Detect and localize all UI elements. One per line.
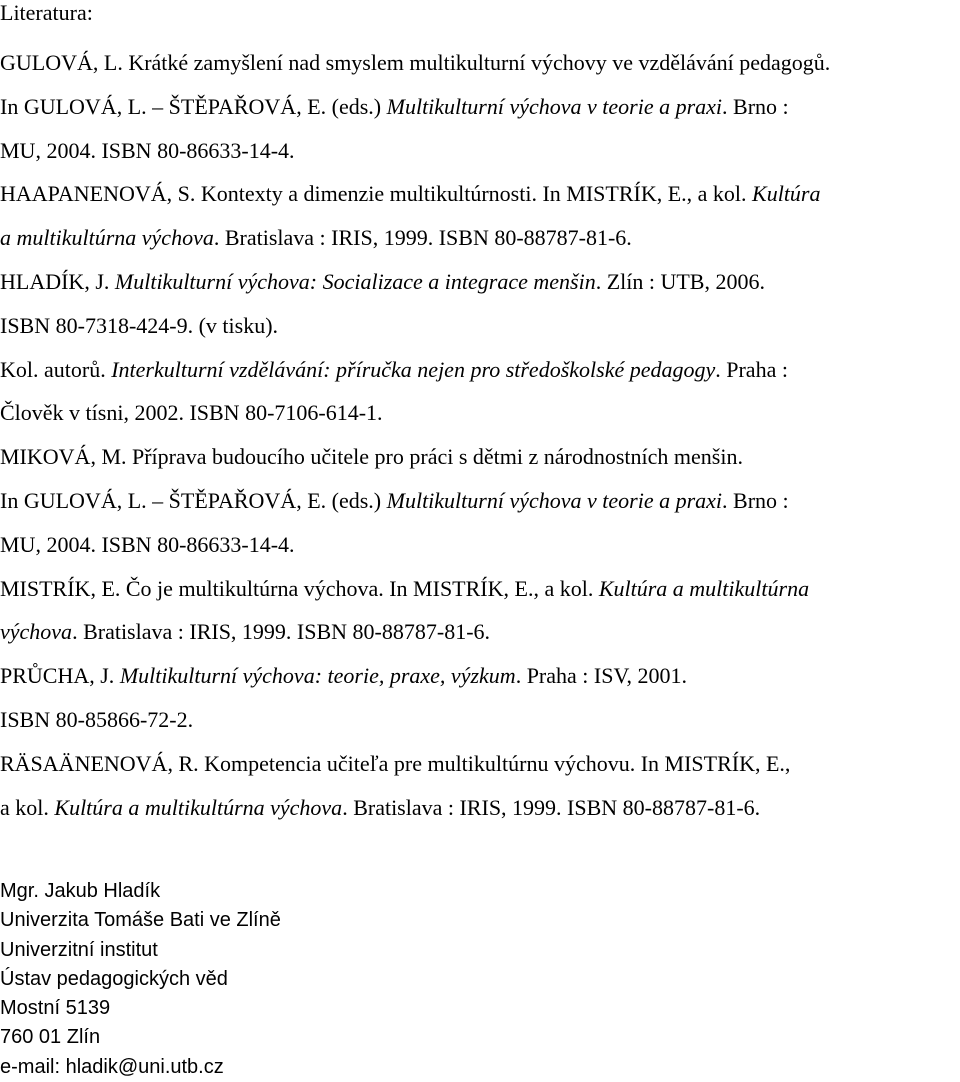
institute-name: Univerzitní institut bbox=[0, 938, 158, 961]
reference-text: . Praha : bbox=[715, 356, 788, 382]
reference-text: GULOVÁ, L. Krátké zamyšlení nad smyslem multikulturní výchovy ve vzdělávání pedagogů. bbox=[0, 50, 831, 75]
reference-line bbox=[0, 479, 945, 523]
reference-line bbox=[0, 698, 945, 742]
reference-text: HAAPANENOVÁ, S. Kontexty a dimenzie multikultúrnosti. In MISTRÍK, E., a kol. bbox=[0, 181, 753, 207]
reference-entry bbox=[0, 172, 945, 260]
reference-line bbox=[0, 610, 945, 654]
reference-title-text: Kultúra bbox=[752, 181, 821, 207]
reference-text: ISBN 80-7318-424-9. (v tisku). bbox=[0, 312, 279, 338]
reference-line bbox=[0, 567, 945, 611]
reference-text: MU, 2004. ISBN 80-86633-14-4. bbox=[0, 531, 295, 557]
reference-line bbox=[0, 742, 945, 786]
reference-text: ISBN 80-85866-72-2. bbox=[0, 706, 194, 732]
author-contact-block bbox=[0, 877, 281, 1082]
reference-entry bbox=[0, 654, 945, 742]
reference-line bbox=[0, 172, 945, 216]
reference-title-text: Multikulturní výchova: Socializace a integrace menšin bbox=[114, 268, 596, 294]
reference-entry bbox=[0, 435, 945, 566]
reference-line bbox=[0, 391, 945, 435]
postal-city: 760 01 Zlín bbox=[0, 1026, 101, 1049]
reference-line bbox=[0, 129, 945, 173]
reference-line bbox=[0, 304, 945, 348]
university-name: Univerzita Tomáše Bati ve Zlíně bbox=[0, 909, 281, 932]
reference-title-text: Multikulturní výchova v teorie a praxi bbox=[386, 487, 723, 513]
reference-text: . Brno : bbox=[722, 93, 789, 119]
reference-line bbox=[0, 523, 945, 567]
reference-text: a kol. bbox=[0, 794, 55, 820]
reference-title-text: Kultúra a multikultúrna výchova bbox=[54, 794, 343, 820]
literature-heading: Literatura: bbox=[0, 0, 93, 25]
reference-text: In GULOVÁ, L. – ŠTĚPAŘOVÁ, E. (eds.) bbox=[0, 487, 387, 513]
reference-title-text: Multikulturní výchova v teorie a praxi bbox=[386, 93, 723, 119]
reference-title-text: a multikultúrna výchova bbox=[0, 225, 214, 251]
reference-title-text: výchova bbox=[0, 619, 73, 645]
reference-text: . Bratislava : IRIS, 1999. ISBN 80-88787-81-6. bbox=[213, 225, 632, 251]
reference-text: . Zlín : UTB, 2006. bbox=[595, 268, 765, 294]
department-name: Ústav pedagogických věd bbox=[0, 967, 228, 990]
reference-title-text: Kultúra a multikultúrna bbox=[598, 575, 810, 601]
reference-text: . Bratislava : IRIS, 1999. ISBN 80-88787-81-6. bbox=[72, 619, 491, 645]
reference-title-text: Multikulturní výchova: teorie, praxe, výzkum bbox=[119, 663, 516, 689]
reference-text: RÄSAÄNENOVÁ, R. Kompetencia učiteľa pre multikultúrnu výchovu. In MISTRÍK, E., bbox=[0, 750, 791, 776]
reference-list bbox=[0, 41, 945, 829]
reference-text: . Praha : ISV, 2001. bbox=[515, 663, 688, 689]
email-address: e-mail: hladik@uni.utb.cz bbox=[0, 1055, 224, 1078]
reference-text: MISTRÍK, E. Čo je multikultúrna výchova. In MISTRÍK, E., a kol. bbox=[0, 575, 599, 601]
reference-line bbox=[0, 348, 945, 392]
author-name: Mgr. Jakub Hladík bbox=[0, 880, 161, 902]
reference-line bbox=[0, 85, 945, 129]
reference-text: Člověk v tísni, 2002. ISBN 80-7106-614-1. bbox=[0, 400, 383, 426]
reference-text: . Bratislava : IRIS, 1999. ISBN 80-88787-81-6. bbox=[342, 794, 761, 820]
reference-entry bbox=[0, 260, 945, 348]
reference-text: MIKOVÁ, M. Příprava budoucího učitele pro práci s dětmi z národnostních menšin. bbox=[0, 444, 743, 470]
reference-line bbox=[0, 216, 945, 260]
reference-line bbox=[0, 654, 945, 698]
reference-entry bbox=[0, 742, 945, 830]
reference-text: . Brno : bbox=[722, 487, 789, 513]
reference-title-text: Interkulturní vzdělávání: příručka nejen pro středoškolské pedagogy bbox=[111, 356, 716, 382]
reference-text: HLADÍK, J. bbox=[0, 268, 115, 294]
reference-text: PRŮCHA, J. bbox=[0, 663, 120, 689]
reference-text: Kol. autorů. bbox=[0, 356, 112, 382]
reference-line bbox=[0, 786, 945, 830]
reference-line bbox=[0, 41, 945, 85]
reference-line bbox=[0, 260, 945, 304]
reference-line bbox=[0, 435, 945, 479]
reference-entry bbox=[0, 348, 945, 436]
reference-text: MU, 2004. ISBN 80-86633-14-4. bbox=[0, 137, 295, 163]
reference-text: In GULOVÁ, L. – ŠTĚPAŘOVÁ, E. (eds.) bbox=[0, 93, 387, 119]
street-address: Mostní 5139 bbox=[0, 997, 111, 1020]
reference-entry bbox=[0, 41, 945, 172]
reference-entry bbox=[0, 567, 945, 655]
